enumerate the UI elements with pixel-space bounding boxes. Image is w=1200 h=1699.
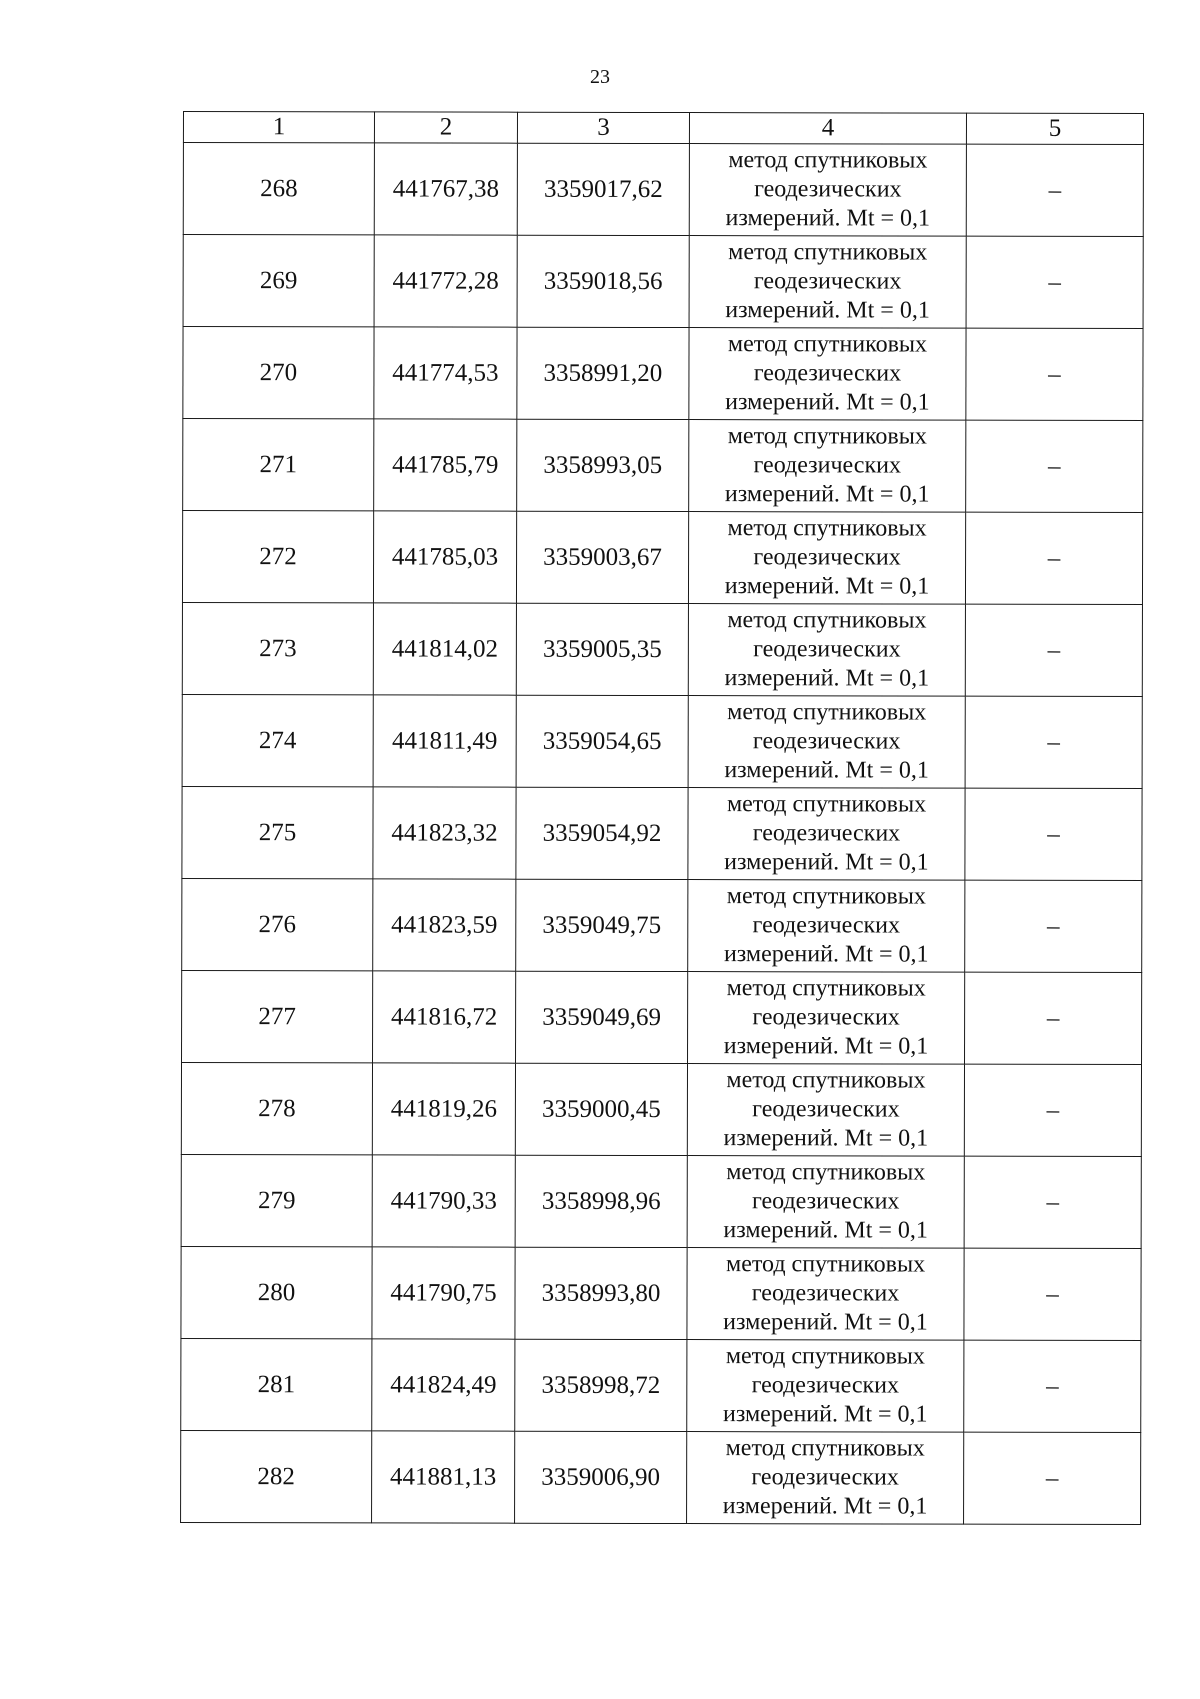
table-row xyxy=(181,1430,1141,1524)
table-body xyxy=(181,143,1144,1525)
note-cell: – xyxy=(966,144,1143,236)
point-number-cell: 271 xyxy=(183,419,374,511)
method-line: метод спутниковых xyxy=(725,1251,926,1278)
y-coordinate-cell: 3359005,35 xyxy=(516,603,688,695)
method-line: геодезических xyxy=(751,1188,900,1215)
method-cell xyxy=(688,604,965,697)
method-line: измерений. Mt = 0,1 xyxy=(723,1309,928,1336)
method-line: метод спутниковых xyxy=(725,1435,925,1462)
note-cell: – xyxy=(964,1340,1141,1432)
note-cell: – xyxy=(966,236,1143,328)
method-line: геодезических xyxy=(751,1464,899,1491)
table-row xyxy=(183,235,1143,329)
y-coordinate-cell: 3359049,69 xyxy=(516,971,688,1063)
point-number-cell: 269 xyxy=(183,235,374,327)
point-number-cell: 282 xyxy=(181,1430,372,1522)
y-coordinate-cell: 3359049,75 xyxy=(516,879,688,971)
method-line: метод спутниковых xyxy=(727,699,927,726)
method-line: геодезических xyxy=(753,636,901,663)
method-line: метод спутниковых xyxy=(726,975,926,1002)
y-coordinate-cell: 3359018,56 xyxy=(517,235,689,327)
method-line: геодезических xyxy=(752,1004,900,1031)
note-cell: – xyxy=(964,1432,1141,1524)
point-number-cell: 279 xyxy=(181,1154,372,1246)
y-coordinate-cell: 3359006,90 xyxy=(515,1431,687,1523)
x-coordinate-cell: 441785,79 xyxy=(374,419,517,511)
method-line: геодезических xyxy=(753,544,901,571)
method-line: метод спутниковых xyxy=(727,423,927,450)
note-cell: – xyxy=(965,788,1142,880)
x-coordinate-cell: 441790,33 xyxy=(372,1155,515,1247)
x-coordinate-cell: 441772,28 xyxy=(374,235,517,327)
method-line: измерений. Mt = 0,1 xyxy=(725,389,930,416)
table-row xyxy=(182,694,1142,788)
point-number-cell: 272 xyxy=(182,511,373,603)
x-coordinate-cell: 441824,49 xyxy=(372,1339,515,1431)
method-line: геодезических xyxy=(753,452,902,479)
method-cell xyxy=(689,420,966,513)
y-coordinate-cell: 3359017,62 xyxy=(517,143,689,235)
x-coordinate-cell: 441767,38 xyxy=(374,143,517,235)
method-line: измерений. Mt = 0,1 xyxy=(722,1493,928,1520)
method-line: метод спутниковых xyxy=(728,147,928,174)
table-row xyxy=(182,786,1142,880)
method-line: метод спутниковых xyxy=(726,1159,926,1186)
note-cell: – xyxy=(964,1064,1141,1156)
table-header-row xyxy=(183,112,1143,145)
method-line: метод спутниковых xyxy=(727,515,927,542)
table-row xyxy=(183,143,1143,237)
point-number-cell: 275 xyxy=(182,786,373,878)
x-coordinate-cell: 441790,75 xyxy=(372,1247,515,1339)
page-number: 23 xyxy=(590,66,610,88)
method-line: измерений. Mt = 0,1 xyxy=(724,481,930,508)
table-row xyxy=(181,1062,1141,1156)
method-cell xyxy=(688,972,965,1065)
x-coordinate-cell: 441785,03 xyxy=(373,511,516,603)
column-header-4: 4 xyxy=(689,113,966,145)
table-row xyxy=(183,419,1143,513)
point-number-cell: 278 xyxy=(181,1062,372,1154)
method-line: измерений. Mt = 0,1 xyxy=(723,941,929,968)
method-cell xyxy=(688,696,965,789)
table-row xyxy=(181,1246,1141,1340)
note-cell: – xyxy=(965,512,1142,604)
x-coordinate-cell: 441811,49 xyxy=(373,695,516,787)
column-header-1: 1 xyxy=(183,112,374,143)
method-cell xyxy=(687,1156,964,1249)
method-cell xyxy=(687,1248,964,1341)
y-coordinate-cell: 3359000,45 xyxy=(515,1063,687,1155)
note-cell: – xyxy=(966,420,1143,512)
method-line: измерений. Mt = 0,1 xyxy=(724,573,930,600)
x-coordinate-cell: 441819,26 xyxy=(372,1063,515,1155)
method-cell xyxy=(688,788,965,881)
method-line: метод спутниковых xyxy=(727,331,928,358)
method-line: геодезических xyxy=(751,1280,900,1307)
table-row xyxy=(182,970,1142,1064)
method-line: измерений. Mt = 0,1 xyxy=(724,665,930,692)
point-number-cell: 273 xyxy=(182,602,373,694)
method-cell xyxy=(687,1064,964,1157)
column-header-2: 2 xyxy=(374,112,517,143)
x-coordinate-cell: 441823,59 xyxy=(373,879,516,971)
method-line: геодезических xyxy=(753,360,902,387)
method-line: геодезических xyxy=(752,1096,900,1123)
y-coordinate-cell: 3358993,05 xyxy=(517,419,689,511)
method-cell xyxy=(688,880,965,973)
method-line: геодезических xyxy=(754,176,902,203)
note-cell: – xyxy=(964,1156,1141,1248)
method-line: измерений. Mt = 0,1 xyxy=(725,205,931,232)
x-coordinate-cell: 441881,13 xyxy=(372,1431,515,1523)
method-line: геодезических xyxy=(752,912,901,939)
method-line: измерений. Mt = 0,1 xyxy=(723,1033,929,1060)
x-coordinate-cell: 441823,32 xyxy=(373,787,516,879)
method-cell xyxy=(689,144,966,237)
method-line: геодезических xyxy=(752,820,901,847)
method-line: метод спутниковых xyxy=(726,791,927,818)
method-line: метод спутниковых xyxy=(726,883,926,910)
table-row xyxy=(182,511,1142,605)
x-coordinate-cell: 441816,72 xyxy=(373,971,516,1063)
table-row xyxy=(181,1338,1141,1432)
method-cell xyxy=(689,328,966,421)
method-line: измерений. Mt = 0,1 xyxy=(722,1401,928,1428)
method-line: измерений. Mt = 0,1 xyxy=(723,1217,928,1244)
method-line: измерений. Mt = 0,1 xyxy=(723,1125,929,1152)
note-cell: – xyxy=(964,1248,1141,1340)
y-coordinate-cell: 3359003,67 xyxy=(516,511,688,603)
y-coordinate-cell: 3358998,96 xyxy=(515,1155,687,1247)
x-coordinate-cell: 441774,53 xyxy=(374,327,517,419)
method-line: измерений. Mt = 0,1 xyxy=(724,849,929,876)
method-line: измерений. Mt = 0,1 xyxy=(725,297,930,324)
column-header-5: 5 xyxy=(966,113,1143,144)
method-cell xyxy=(687,1432,964,1525)
y-coordinate-cell: 3358991,20 xyxy=(517,327,689,419)
method-line: измерений. Mt = 0,1 xyxy=(724,757,929,784)
table-row xyxy=(182,602,1142,696)
note-cell: – xyxy=(965,972,1142,1064)
method-line: геодезических xyxy=(753,268,902,295)
method-cell xyxy=(688,512,965,605)
point-number-cell: 281 xyxy=(181,1338,372,1430)
point-number-cell: 276 xyxy=(182,878,373,970)
x-coordinate-cell: 441814,02 xyxy=(373,603,516,695)
method-line: геодезических xyxy=(751,1372,900,1399)
method-line: метод спутниковых xyxy=(727,607,927,634)
point-number-cell: 280 xyxy=(181,1246,372,1338)
method-line: метод спутниковых xyxy=(726,1067,926,1094)
column-header-3: 3 xyxy=(517,112,689,143)
note-cell: – xyxy=(965,696,1142,788)
table-row xyxy=(181,1154,1141,1248)
method-line: геодезических xyxy=(752,728,901,755)
y-coordinate-cell: 3359054,92 xyxy=(516,787,688,879)
note-cell: – xyxy=(966,328,1143,420)
point-number-cell: 274 xyxy=(182,694,373,786)
table-row xyxy=(183,327,1143,421)
note-cell: – xyxy=(965,604,1142,696)
method-cell xyxy=(689,236,966,329)
coordinates-table xyxy=(180,111,1144,1525)
method-cell xyxy=(687,1340,964,1433)
note-cell: – xyxy=(965,880,1142,972)
method-line: метод спутниковых xyxy=(728,239,928,266)
point-number-cell: 268 xyxy=(183,143,374,235)
table-row xyxy=(182,878,1142,972)
point-number-cell: 277 xyxy=(182,970,373,1062)
y-coordinate-cell: 3358998,72 xyxy=(515,1339,687,1431)
point-number-cell: 270 xyxy=(183,327,374,419)
method-line: метод спутниковых xyxy=(725,1343,925,1370)
y-coordinate-cell: 3359054,65 xyxy=(516,695,688,787)
y-coordinate-cell: 3358993,80 xyxy=(515,1247,687,1339)
